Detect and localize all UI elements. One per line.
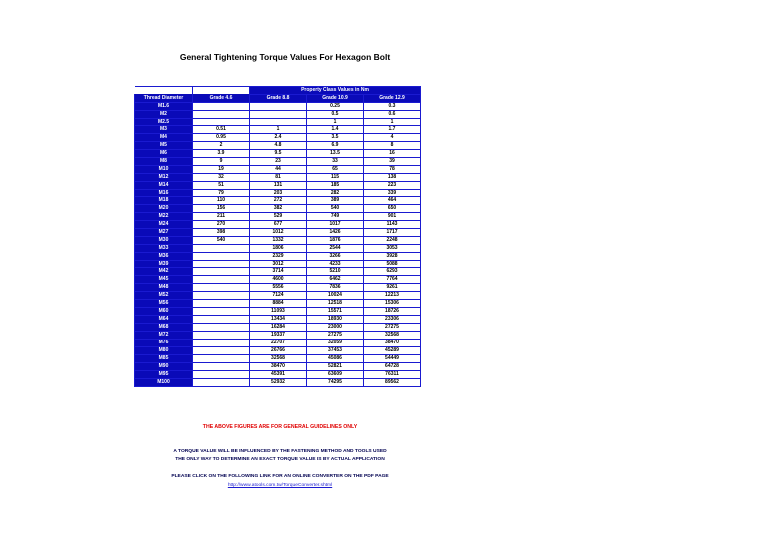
torque-value-cell: 1426 — [307, 229, 364, 237]
torque-value-cell: 223 — [364, 181, 421, 189]
torque-value-cell: 32568 — [364, 331, 421, 339]
torque-value-cell: 0.5 — [307, 110, 364, 118]
torque-value-cell: 2.4 — [250, 134, 307, 142]
torque-value-cell: 1 — [307, 118, 364, 126]
torque-value-cell: 76311 — [364, 371, 421, 379]
thread-size-cell: M68 — [135, 323, 193, 331]
torque-value-cell — [193, 378, 250, 386]
torque-value-cell — [193, 363, 250, 371]
torque-value-cell: 0.51 — [193, 126, 250, 134]
torque-value-cell: 1806 — [250, 244, 307, 252]
torque-value-cell — [193, 260, 250, 268]
thread-size-cell: M42 — [135, 268, 193, 276]
table-row — [135, 268, 421, 276]
torque-value-cell: 901 — [364, 213, 421, 221]
column-header: Grade 12.9 — [364, 94, 421, 102]
column-header: Grade 4.6 — [193, 94, 250, 102]
thread-size-cell: M36 — [135, 252, 193, 260]
table-row — [135, 110, 421, 118]
torque-value-cell: 529 — [250, 213, 307, 221]
torque-value-cell: 12518 — [307, 300, 364, 308]
torque-value-cell — [193, 300, 250, 308]
column-header-row — [135, 94, 421, 102]
table-header — [135, 87, 421, 103]
torque-value-cell — [193, 268, 250, 276]
table-row — [135, 355, 421, 363]
torque-value-cell: 8 — [364, 142, 421, 150]
converter-link-instruction: PLEASE CLICK ON THE FOLLOWING LINK FOR AN ONLINE CONVERTER ON THE PDF PAGE — [171, 474, 389, 479]
column-header: Grade 8.8 — [250, 94, 307, 102]
torque-value-cell — [193, 244, 250, 252]
thread-size-cell: M22 — [135, 213, 193, 221]
torque-value-cell: 2248 — [364, 236, 421, 244]
torque-value-cell: 4.8 — [250, 142, 307, 150]
torque-value-cell: 282 — [307, 189, 364, 197]
thread-size-cell: M1.6 — [135, 102, 193, 110]
table-row — [135, 189, 421, 197]
torque-value-cell: 5210 — [307, 268, 364, 276]
thread-size-cell: M6 — [135, 150, 193, 158]
torque-value-cell — [193, 292, 250, 300]
table-row — [135, 150, 421, 158]
torque-value-cell — [193, 307, 250, 315]
thread-size-cell: M39 — [135, 260, 193, 268]
torque-value-cell: 8884 — [250, 300, 307, 308]
thread-size-cell: M52 — [135, 292, 193, 300]
document-title: General Tightening Torque Values For Hexagon Bolt — [179, 52, 391, 62]
torque-value-cell: 382 — [250, 205, 307, 213]
torque-value-cell: 398 — [193, 229, 250, 237]
torque-value-cell: 23306 — [364, 315, 421, 323]
torque-value-cell: 339 — [364, 189, 421, 197]
torque-value-cell: 52821 — [307, 363, 364, 371]
fastening-method-note: A TORQUE VALUE WILL BE INFLUENCED BY THE FASTENING METHOD AND TOOLS USED — [173, 449, 387, 454]
thread-size-cell: M48 — [135, 284, 193, 292]
torque-converter-link[interactable]: http://www.atools.com.tw/TorqueConverter.shtml — [227, 483, 333, 488]
thread-size-cell: M30 — [135, 236, 193, 244]
thread-size-cell: M3 — [135, 126, 193, 134]
torque-value-cell: 19 — [193, 165, 250, 173]
table-row — [135, 102, 421, 110]
torque-value-cell: 650 — [364, 205, 421, 213]
torque-value-cell: 389 — [307, 197, 364, 205]
torque-value-cell: 7124 — [250, 292, 307, 300]
thread-size-cell: M76 — [135, 339, 193, 347]
thread-size-cell: M72 — [135, 331, 193, 339]
table-row — [135, 347, 421, 355]
torque-value-cell: 12213 — [364, 292, 421, 300]
torque-value-cell — [193, 355, 250, 363]
torque-value-cell: 272 — [250, 197, 307, 205]
thread-size-cell: M2.5 — [135, 118, 193, 126]
torque-value-cell: 45086 — [307, 355, 364, 363]
torque-value-cell: 81 — [250, 173, 307, 181]
torque-value-cell — [193, 118, 250, 126]
torque-value-cell: 18930 — [307, 315, 364, 323]
torque-value-cell: 15571 — [307, 307, 364, 315]
torque-value-cell: 540 — [307, 205, 364, 213]
thread-size-cell: M4 — [135, 134, 193, 142]
torque-value-cell — [250, 110, 307, 118]
torque-value-cell: 270 — [193, 221, 250, 229]
torque-value-cell — [193, 323, 250, 331]
header-spacer — [193, 87, 250, 95]
torque-value-cell: 27275 — [307, 331, 364, 339]
torque-value-cell: 749 — [307, 213, 364, 221]
torque-value-cell: 32568 — [250, 355, 307, 363]
torque-value-cell: 19337 — [250, 331, 307, 339]
thread-size-cell: M14 — [135, 181, 193, 189]
table-row — [135, 118, 421, 126]
torque-value-cell: 131 — [250, 181, 307, 189]
torque-value-cell — [193, 252, 250, 260]
column-header: Thread Diameter — [135, 94, 193, 102]
torque-value-cell: 13434 — [250, 315, 307, 323]
torque-value-cell: 6.9 — [307, 142, 364, 150]
thread-size-cell: M100 — [135, 378, 193, 386]
torque-value-cell — [193, 331, 250, 339]
thread-size-cell: M95 — [135, 371, 193, 379]
thread-size-cell: M80 — [135, 347, 193, 355]
torque-value-cell: 1717 — [364, 229, 421, 237]
torque-value-cell: 51 — [193, 181, 250, 189]
torque-value-cell: 5556 — [250, 284, 307, 292]
torque-value-cell: 156 — [193, 205, 250, 213]
torque-value-cell: 79 — [193, 189, 250, 197]
torque-value-cell: 1012 — [250, 229, 307, 237]
torque-value-cell: 3928 — [364, 252, 421, 260]
torque-value-cell: 4600 — [250, 276, 307, 284]
torque-value-cell: 7836 — [307, 284, 364, 292]
torque-value-cell: 64728 — [364, 363, 421, 371]
torque-value-cell — [250, 102, 307, 110]
table-row — [135, 276, 421, 284]
torque-value-cell: 45391 — [250, 371, 307, 379]
torque-value-cell: 37453 — [307, 347, 364, 355]
thread-size-cell: M20 — [135, 205, 193, 213]
torque-value-cell — [193, 284, 250, 292]
general-guidelines-note: THE ABOVE FIGURES ARE FOR GENERAL GUIDELINES ONLY — [202, 424, 358, 430]
table-row — [135, 260, 421, 268]
table-body — [135, 102, 421, 386]
table-row — [135, 300, 421, 308]
torque-value-cell: 10024 — [307, 292, 364, 300]
table-row — [135, 165, 421, 173]
table-row — [135, 331, 421, 339]
torque-value-cell: 464 — [364, 197, 421, 205]
torque-value-cell: 6293 — [364, 268, 421, 276]
torque-value-cell: 65 — [307, 165, 364, 173]
torque-value-cell: 1.7 — [364, 126, 421, 134]
torque-value-cell — [193, 276, 250, 284]
torque-value-cell: 6462 — [307, 276, 364, 284]
thread-size-cell: M10 — [135, 165, 193, 173]
table-row — [135, 252, 421, 260]
thread-size-cell: M2 — [135, 110, 193, 118]
torque-value-cell: 2544 — [307, 244, 364, 252]
torque-value-cell: 13.5 — [307, 150, 364, 158]
torque-table — [134, 86, 421, 387]
torque-value-cell — [193, 339, 250, 347]
torque-value-cell: 15306 — [364, 300, 421, 308]
thread-size-cell: M27 — [135, 229, 193, 237]
table-row — [135, 213, 421, 221]
torque-value-cell: 11093 — [250, 307, 307, 315]
torque-value-cell: 0.25 — [307, 102, 364, 110]
torque-value-cell: 7764 — [364, 276, 421, 284]
thread-size-cell: M24 — [135, 221, 193, 229]
torque-value-cell: 52932 — [250, 378, 307, 386]
thread-size-cell: M85 — [135, 355, 193, 363]
torque-value-cell: 1 — [364, 118, 421, 126]
torque-value-cell: 78 — [364, 165, 421, 173]
torque-value-cell: 3266 — [307, 252, 364, 260]
torque-value-cell: 27275 — [364, 323, 421, 331]
torque-value-cell: 9 — [193, 158, 250, 166]
property-class-header: Property Class Values in Nm — [250, 87, 421, 95]
torque-value-cell: 74295 — [307, 378, 364, 386]
torque-value-cell: 5088 — [364, 260, 421, 268]
thread-size-cell: M60 — [135, 307, 193, 315]
thread-size-cell: M16 — [135, 189, 193, 197]
torque-value-cell: 0.3 — [364, 102, 421, 110]
torque-value-cell: 33 — [307, 158, 364, 166]
header-spacer — [135, 87, 193, 95]
table-row — [135, 221, 421, 229]
column-header: Grade 10.9 — [307, 94, 364, 102]
thread-size-cell: M45 — [135, 276, 193, 284]
table-row — [135, 181, 421, 189]
torque-value-cell: 0.95 — [193, 134, 250, 142]
torque-value-cell: 89562 — [364, 378, 421, 386]
table-row — [135, 339, 421, 347]
torque-value-cell: 3.5 — [307, 134, 364, 142]
torque-value-cell: 18726 — [364, 307, 421, 315]
torque-value-cell: 0.6 — [364, 110, 421, 118]
torque-value-cell: 9.5 — [250, 150, 307, 158]
torque-value-cell: 63609 — [307, 371, 364, 379]
table-row — [135, 284, 421, 292]
torque-value-cell: 677 — [250, 221, 307, 229]
torque-value-cell: 138 — [364, 173, 421, 181]
table-row — [135, 158, 421, 166]
actual-application-note: THE ONLY WAY TO DETERMINE AN EXACT TORQUE VALUE IS BY ACTUAL APPLICATION — [175, 457, 385, 462]
thread-size-cell: M5 — [135, 142, 193, 150]
torque-value-cell: 44 — [250, 165, 307, 173]
table-row — [135, 229, 421, 237]
table-row — [135, 363, 421, 371]
torque-value-cell: 115 — [307, 173, 364, 181]
torque-value-cell: 3012 — [250, 260, 307, 268]
thread-size-cell: M33 — [135, 244, 193, 252]
table-row — [135, 236, 421, 244]
torque-value-cell: 39 — [364, 158, 421, 166]
torque-value-cell: 16 — [364, 150, 421, 158]
torque-value-cell: 540 — [193, 236, 250, 244]
torque-value-cell: 1332 — [250, 236, 307, 244]
thread-size-cell: M8 — [135, 158, 193, 166]
torque-value-cell — [250, 118, 307, 126]
table-row — [135, 126, 421, 134]
torque-value-cell: 2 — [193, 142, 250, 150]
torque-value-cell — [193, 371, 250, 379]
torque-value-cell: 185 — [307, 181, 364, 189]
torque-value-cell: 38470 — [250, 363, 307, 371]
torque-value-cell: 26766 — [250, 347, 307, 355]
torque-value-cell — [193, 315, 250, 323]
torque-value-cell: 1143 — [364, 221, 421, 229]
thread-size-cell: M12 — [135, 173, 193, 181]
thread-size-cell: M18 — [135, 197, 193, 205]
table-row — [135, 244, 421, 252]
table-row — [135, 134, 421, 142]
table-row — [135, 371, 421, 379]
table-row — [135, 197, 421, 205]
torque-value-cell: 45289 — [364, 347, 421, 355]
torque-value-cell — [193, 110, 250, 118]
table-row — [135, 323, 421, 331]
torque-value-cell: 110 — [193, 197, 250, 205]
torque-value-cell: 4 — [364, 134, 421, 142]
torque-value-cell: 203 — [250, 189, 307, 197]
torque-value-cell: 23000 — [307, 323, 364, 331]
table-row — [135, 378, 421, 386]
torque-value-cell: 211 — [193, 213, 250, 221]
table-row — [135, 307, 421, 315]
table-row — [135, 315, 421, 323]
torque-value-cell: 32 — [193, 173, 250, 181]
torque-value-cell: 1.4 — [307, 126, 364, 134]
torque-value-cell: 1 — [250, 126, 307, 134]
torque-value-cell: 3714 — [250, 268, 307, 276]
torque-value-cell — [193, 347, 250, 355]
torque-value-cell: 38470 — [364, 339, 421, 347]
torque-value-cell: 16284 — [250, 323, 307, 331]
thread-size-cell: M64 — [135, 315, 193, 323]
torque-value-cell — [193, 102, 250, 110]
torque-value-cell: 54449 — [364, 355, 421, 363]
torque-value-cell: 23 — [250, 158, 307, 166]
torque-value-cell: 4233 — [307, 260, 364, 268]
torque-value-cell: 1017 — [307, 221, 364, 229]
thread-size-cell: M56 — [135, 300, 193, 308]
torque-value-cell: 3.9 — [193, 150, 250, 158]
thread-size-cell: M90 — [135, 363, 193, 371]
torque-value-cell: 2329 — [250, 252, 307, 260]
table-row — [135, 292, 421, 300]
torque-value-cell: 32059 — [307, 339, 364, 347]
torque-value-cell: 9261 — [364, 284, 421, 292]
torque-value-cell: 1876 — [307, 236, 364, 244]
table-row — [135, 173, 421, 181]
table-row — [135, 142, 421, 150]
torque-value-cell: 3053 — [364, 244, 421, 252]
table-row — [135, 205, 421, 213]
torque-value-cell: 22707 — [250, 339, 307, 347]
